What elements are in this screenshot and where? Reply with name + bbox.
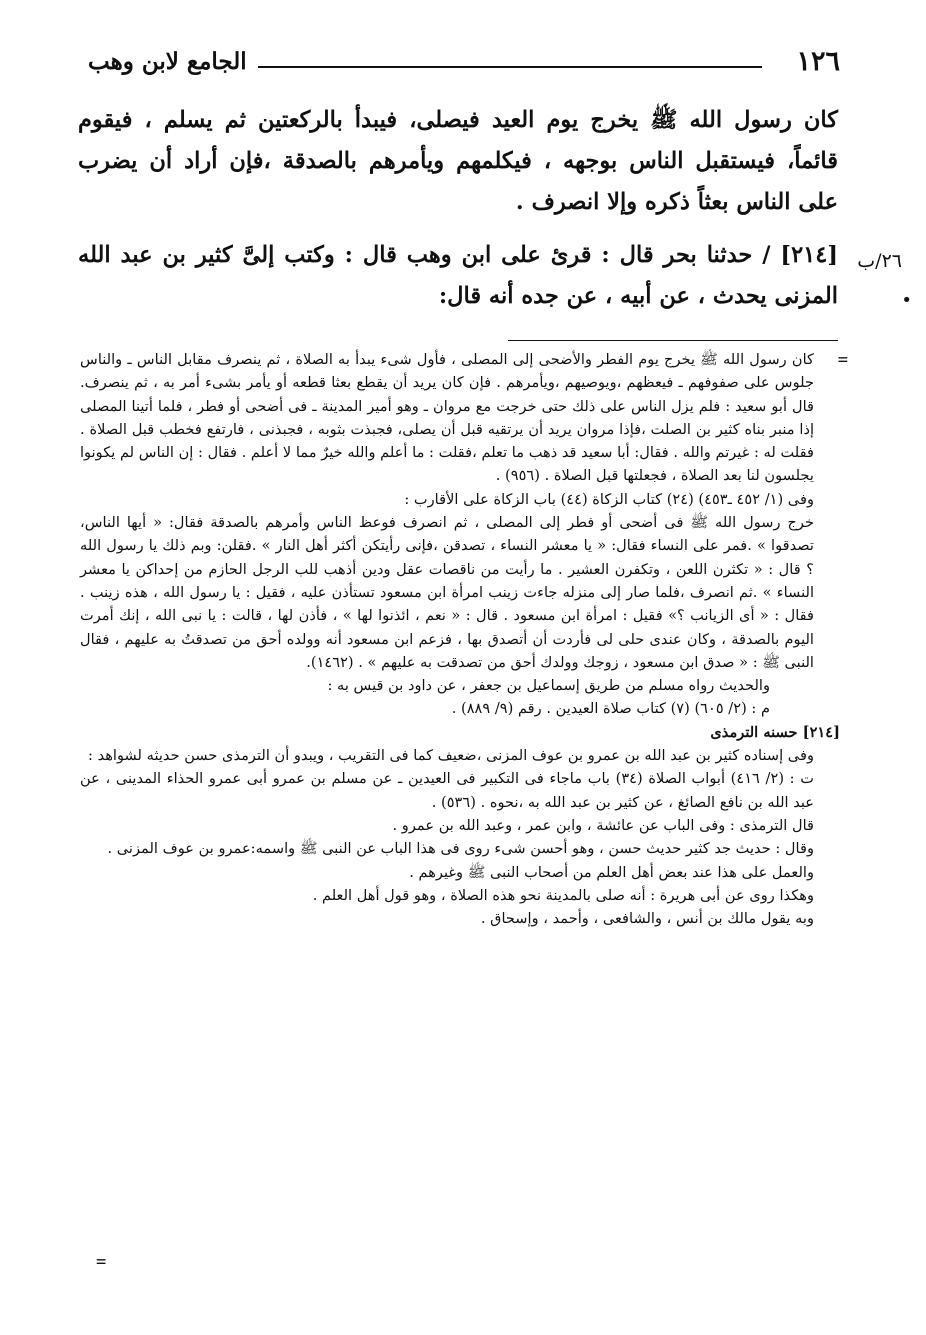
note-line: والحديث رواه مسلم من طريق إسماعيل بن جعفر ، عن داود بن قيس به : <box>327 677 770 695</box>
continuation-mark-top: = <box>837 350 848 370</box>
main-paragraph: كان رسول الله ﷺ يخرج يوم العيد فيصلى، فيبدأ بالركعتين ثم يسلم ، فيقوم قائماً، فيستقبل الناس بوجهه ، فيكلمهم ويأمرهم بالصدقة ،فإن أراد أن يضرب على الناس بعثاً ذكره وإلا انصرف . <box>78 107 838 215</box>
hadith-paragraph <box>78 235 838 317</box>
note-line: م : (٢/ ٦٠٥) (٧) كتاب صلاة العيدين . رقم (٩/ ٨٨٩) . <box>451 700 770 718</box>
note-line: كان رسول الله ﷺ يخرج يوم الفطر والأضحى إلى المصلى ، فأول شىء يبدأ به الصلاة ، ثم ينصرف مقابل الناس ـ والناس جلوس على صفوفهم ـ فيعظهم ،ويوصيهم ،ويأمرهم . فإن كان يريد أن يقطع بعثا قطعه أو يأمر بشىء أمر به ، ثم ينصرف. قال أبو سعيد : فلم يزل الناس على ذلك حتى خرجت مع مروان ـ وهو أمير المدينة ـ فى أضحى أو فطر ، فلما أتينا المصلى إذا منبر بناه كثير بن الصلت ،فإذا مروان يريد أن يرتقيه قبل أن يصلى، فجبذت بثوبه ، فجبذنى ، فارتفع فخطب قبل الصلاة . فقلت له : غيرتم والله . فقال: أبا سعيد قد ذهب ما تعلم ،فقلت : ما أعلم والله خيرٌ مما لا أعلم . فقال : إن الناس لم يكونوا يجلسون لنا بعد الصلاة ، فجعلتها قبل الصلاة . (٩٥٦) . <box>80 351 814 485</box>
note-line: ت : (٢/ ٤١٦) أبواب الصلاة (٣٤) باب ماجاء فى التكبير فى العيدين ـ عن مسلم بن عمرو أبى عمرو الحذاء المدينى ، عن عبد الله بن نافع الصائغ ، عن كثير بن عبد الله به ،نحوه . (٥٣٦) . <box>80 770 815 811</box>
page-number: ١٢٦ <box>796 46 840 77</box>
book-title: الجامع لابن وهب <box>88 48 247 75</box>
note-ref-label: [٢١٤] حسنه الترمذى <box>710 723 840 741</box>
note-line: خرج رسول الله ﷺ فى أضحى أو فطر إلى المصلى ، ثم انصرف فوعظ الناس وأمرهم بالصدقة فقال: « أيها الناس، تصدقوا » .فمر على النساء فقال: « يا معشر النساء ، تصدقن ،فإنى رأيتكن أكثر أهل النار » .فقلن: وبم ذلك يا رسول الله ؟ قال : « تكثرن اللعن ، وتكفرن العشير . ما رأيت من ناقصات عقل ودين أذهب للب الرجل الحازم من إحداكن يا معشر النساء » .ثم انصرف ،فلما صار إلى منزله جاءت زينب امرأة ابن مسعود تستأذن عليه ، فقيل : يا رسول الله ، هذه زينب . فقال : « أى الزيانب ؟» فقيل : امرأة ابن مسعود . قال : « نعم ، ائذنوا لها » ، فأذن لها ، قالت : يا نبى الله ، إنك أمرت اليوم بالصدقة ، وكان عندى حلى لى فأردت أن أتصدق بها ، فزعم ابن مسعود أنه وولده أحق من تصدقتُ به عليهم ، فقال النبى ﷺ : « صدق ابن مسعود ، زوجك وولدك أحق من تصدقت به عليهم » . (١٤٦٢). <box>80 514 814 671</box>
continuation-mark-bottom: = <box>96 1252 107 1272</box>
note-line: وقال : حديث جد كثير حديث حسن ، وهو أحسن شىء روى فى هذا الباب عن النبى ﷺ واسمه:عمرو بن عوف المزنى . <box>107 840 814 858</box>
hadith-number: [٢١٤] <box>780 242 838 268</box>
margin-folio-ref: ٢٦/ب <box>857 250 902 272</box>
note-line: وفى إسناده كثير بن عبد الله بن عمرو بن عوف المزنى ،ضعيف كما فى التقريب ، ويبدو أن الترمذى حسن حديثه لشواهد : <box>88 747 814 765</box>
note-line: وهكذا روى عن أبى هريرة : أنه صلى بالمدينة نحو هذه الصلاة ، وهو قول أهل العلم . <box>312 886 814 904</box>
main-text <box>78 100 838 317</box>
note-line: والعمل على هذا عند بعض أهل العلم من أصحاب النبى ﷺ وغيرهم . <box>409 863 814 881</box>
hadith-text: / حدثنا بحر قال : قرئ على ابن وهب قال : وكتب إلىَّ كثير بن عبد الله المزنى يحدث ، عن أبيه ، عن جده أنه قال: <box>78 242 838 309</box>
margin-dot: • <box>901 290 912 311</box>
header-rule <box>258 66 762 68</box>
note-line: قال الترمذى : وفى الباب عن عائشة ، وابن عمر ، وعبد الله بن عمرو . <box>392 816 814 834</box>
page-header <box>88 46 840 86</box>
footnote-separator <box>508 340 838 341</box>
footnotes <box>80 348 840 930</box>
note-line: وبه يقول مالك بن أنس ، والشافعى ، وأحمد ، وإسحاق . <box>480 910 814 928</box>
note-line: وفى (١/ ٤٥٢ ـ٤٥٣) (٢٤) كتاب الزكاة (٤٤) باب الزكاة على الأقارب : <box>404 490 814 508</box>
